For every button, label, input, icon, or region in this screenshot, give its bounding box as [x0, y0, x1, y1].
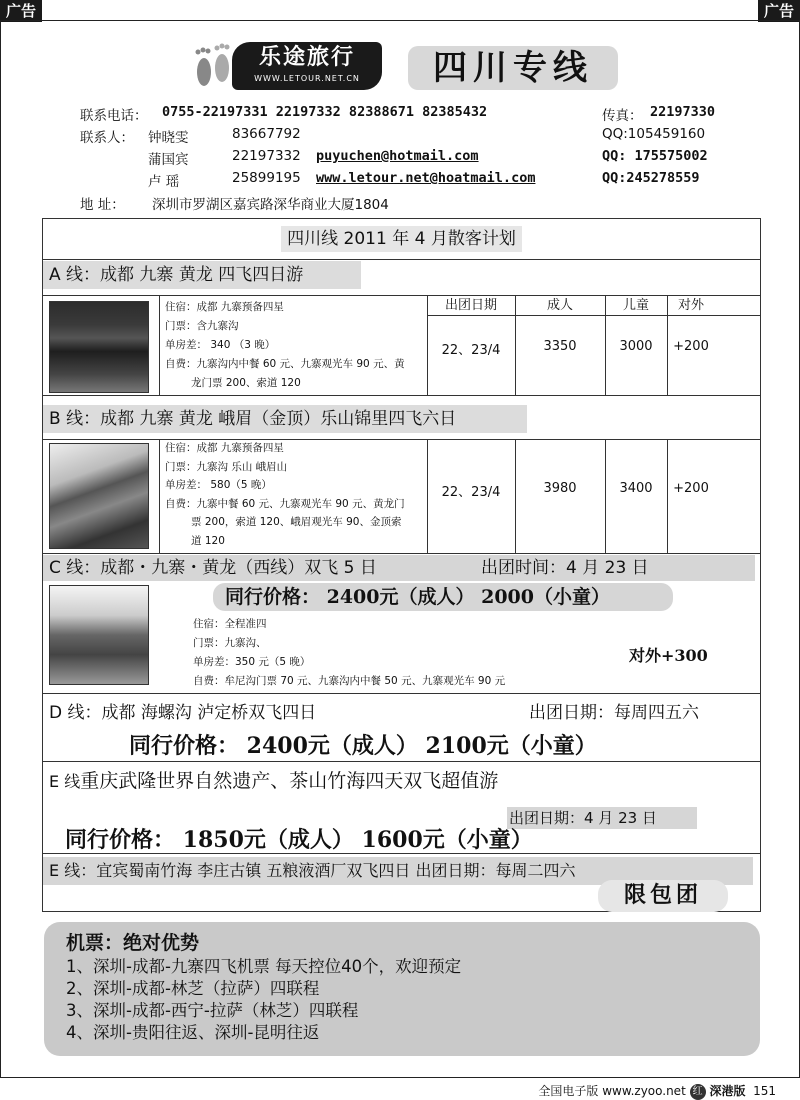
divider — [43, 259, 760, 260]
info-line: 住宿：全程准四 — [193, 618, 267, 630]
info-line: 龙门票 200、索道 120 — [191, 377, 301, 389]
page-number: 151 — [753, 1084, 776, 1098]
route-d-title: D 线：成都 海螺沟 泸定桥双飞四日 — [49, 703, 317, 723]
footer-edition: 全国电子版 www.zyoo.net — [538, 1084, 686, 1098]
footer-region: 深港版 — [709, 1084, 746, 1098]
person-label: 联系人： — [80, 130, 134, 146]
divider — [43, 395, 760, 396]
column-header-external: 对外 — [677, 298, 704, 313]
person-name: 蒲国宾 — [148, 152, 189, 168]
route-b-info — [165, 439, 405, 550]
route-e1-heading — [49, 767, 498, 796]
plan-title-text: 四川线 2011 年 4 月散客计划 — [281, 226, 522, 252]
tour-plan-table — [42, 218, 761, 912]
person-qq: QQ:105459160 — [602, 126, 706, 142]
person-email-link[interactable]: www.letour.net@hoatmail.com — [316, 170, 536, 186]
route-b-date: 22、23/4 — [441, 485, 501, 500]
route-c-peer-price: 同行价格： 2400元（成人） 2000（小童） — [225, 586, 610, 608]
route-b-photo — [49, 443, 149, 549]
person-qq: QQ: 175575002 — [602, 148, 708, 164]
flights-heading: 机票：绝对优势 — [66, 932, 200, 954]
address-label: 地 址： — [80, 197, 125, 213]
info-line: 单房差： 340 （3 晚） — [165, 339, 276, 351]
route-b-child-price: 3400 — [619, 481, 653, 496]
info-line: 自费：牟尼沟门票 70 元、九寨沟内中餐 50 元、九寨观光车 90 元 — [193, 675, 506, 687]
private-group-tag: 限包团 — [598, 880, 728, 912]
route-c-title: C 线：成都・九寨・黄龙（西线）双飞 5 日 — [49, 558, 377, 578]
page-title: 四川专线 — [408, 46, 618, 90]
footer-badge-icon: 红 — [690, 1084, 706, 1100]
divider — [427, 315, 760, 316]
divider — [43, 295, 760, 296]
route-c-info — [193, 615, 505, 691]
divider — [159, 439, 160, 553]
phone-numbers: 0755-22197331 22197332 82388671 82385432 — [162, 104, 488, 120]
person-name: 卢 瑶 — [148, 174, 180, 190]
route-e1-title: 重庆武隆世界自然遗产、茶山竹海四天双飞超值游 — [80, 770, 499, 792]
column-header-adult: 成人 — [546, 298, 573, 313]
logo-box — [232, 42, 382, 90]
route-c-photo — [49, 585, 149, 685]
info-line: 门票：九寨沟 乐山 峨眉山 — [165, 460, 288, 473]
brand-url: WWW.LETOUR.NET.CN — [254, 74, 360, 83]
route-a-adult-price: 3350 — [543, 339, 577, 354]
phone-label: 联系电话： — [80, 108, 148, 124]
person-qq: QQ:245278559 — [602, 170, 700, 186]
route-e1-peer-price: 同行价格： 1850元（成人） 1600元（小童） — [65, 827, 533, 853]
flight-item: 3、深圳-成都-西宁-拉萨（林芝）四联程 — [66, 1001, 359, 1020]
info-line: 单房差：350 元（5 晚） — [193, 656, 311, 668]
divider — [43, 853, 760, 854]
route-a-child-price: 3000 — [619, 339, 653, 354]
column-header-child: 儿童 — [622, 298, 649, 313]
info-line: 住宿：成都 九寨预备四星 — [165, 301, 284, 313]
route-e1-prefix: E 线 — [49, 772, 81, 791]
divider — [159, 295, 160, 395]
route-e1-depart: 出团日期：4 月 23 日 — [509, 809, 657, 827]
column-header-date: 出团日期 — [444, 298, 497, 313]
info-line: 门票：九寨沟、 — [193, 637, 267, 649]
info-line: 单房差： 580（5 晚） — [165, 479, 272, 491]
route-a-date: 22、23/4 — [441, 343, 501, 358]
flight-item: 1、深圳-成都-九寨四飞机票 每天控位40个，欢迎预定 — [66, 957, 462, 976]
route-a-photo — [49, 301, 149, 393]
route-b-title: B 线：成都 九寨 黄龙 峨眉（金顶）乐山锦里四飞六日 — [43, 405, 527, 433]
ad-label-right: 广告 — [758, 0, 800, 22]
page-footer — [538, 1082, 776, 1100]
person-name: 钟晓雯 — [148, 130, 189, 146]
route-a-info — [165, 298, 405, 393]
route-d-depart: 出团日期：每周四五六 — [529, 703, 699, 723]
divider — [515, 439, 516, 553]
flights-list — [66, 956, 738, 1044]
fax-number: 22197330 — [650, 104, 716, 120]
route-b-adult-price: 3980 — [543, 481, 577, 496]
person-phone: 25899195 — [232, 170, 301, 186]
divider — [667, 439, 668, 553]
divider — [605, 439, 606, 553]
divider — [43, 761, 760, 762]
brand-logo — [190, 38, 430, 94]
plan-title — [43, 219, 760, 259]
info-line: 自费：九寨沟内中餐 60 元、九寨观光车 90 元、黄 — [165, 358, 405, 370]
address: 深圳市罗湖区嘉宾路深华商业大厦1804 — [152, 197, 389, 213]
info-line: 自费：九寨中餐 60 元、九寨观光车 90 元、黄龙门 — [165, 497, 405, 510]
divider — [43, 693, 760, 694]
person-email-link[interactable]: puyuchen@hotmail.com — [316, 148, 479, 164]
person-phone: 22197332 — [232, 148, 301, 164]
flight-tickets-box — [44, 922, 760, 1056]
route-b-external-price: +200 — [673, 481, 709, 496]
route-e2-title: E 线：宜宾蜀南竹海 李庄古镇 五粮液酒厂双飞四日 出团日期：每周二四六 — [49, 861, 576, 880]
info-line: 门票：含九寨沟 — [165, 320, 239, 332]
footprint-icon — [190, 38, 238, 92]
flight-item: 4、深圳-贵阳往返、深圳-昆明往返 — [66, 1023, 320, 1042]
route-c-depart: 出团时间：4 月 23 日 — [481, 558, 649, 578]
route-a-title: A 线：成都 九寨 黄龙 四飞四日游 — [43, 261, 361, 289]
info-line: 票 200，索道 120、峨眉观光车 90、金顶索 — [191, 516, 402, 528]
route-d-peer-price: 同行价格： 2400元（成人） 2100元（小童） — [129, 733, 597, 759]
info-line: 住宿：成都 九寨预备四星 — [165, 442, 284, 454]
fax-label: 传真： — [602, 108, 643, 124]
brand-name: 乐途旅行 — [258, 45, 355, 70]
ad-label-left: 广告 — [0, 0, 42, 22]
flight-item: 2、深圳-成都-林芝（拉萨）四联程 — [66, 979, 320, 998]
route-a-external-price: +200 — [673, 339, 709, 354]
route-c-external-price: 对外+300 — [629, 646, 708, 665]
info-line: 道 120 — [191, 534, 225, 547]
person-phone: 83667792 — [232, 126, 301, 142]
